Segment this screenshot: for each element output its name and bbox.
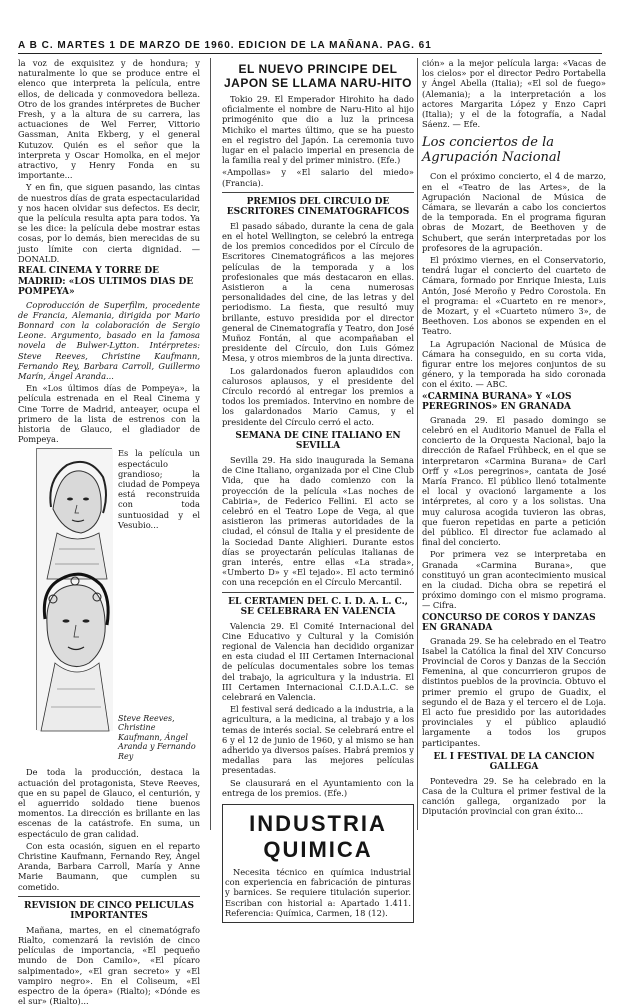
article-heading: EL CERTAMEN DEL C. I. D. A. L. C., SE CELEBRARA EN VALENCIA [228,596,408,618]
paragraph: Se clausurará en el Ayuntamiento con la entrega de los premios. (Efe.) [222,777,414,798]
article-headline: Los conciertos de la Agrupación Nacional [422,135,561,166]
article-heading: SEMANA DE CINE ITALIANO EN SEVILLA [235,430,401,452]
ad-text: Necesita técnico en química industrial con experiencia en fabricación de pinturas y barnices. Se requiere titulación superior. Escriban con historial a: Apartado 1.411. Referencia: Química, Carmen, 18 (12). [225,866,411,918]
paragraph: Coproducción de Superfilm, procedente de Francia, Alemania, dirigida por Mario Bonnard con la colaboración de Sergio Leone. Argumento, basado en la famosa novela de Bulwer-Lytton. Intérpretes: Steve Reeves, Christine Kaufmann, Fernando Rey, Barbara Carroll, Guillermo Marín, Ángel Aranda... [18,299,200,381]
paragraph: Valencia 29. El Comité Internacional del Cine Educativo y Cultural y la Comisión regional de Valencia han decidido organizar en esta ciudad el III Certamen Internacional de películas documentales sobre los temas del trabajo, la agricultura y la industria. El III Certamen Internacional C.I.D.A.L.C. se celebrará en Valencia. [222,620,414,702]
paragraph: ción» a la mejor película larga: «Vacas de los cielos» por el director Pedro Portabella y Ángel Abella (Italia); «El sol de fuego» (Alemania); a la interpretación a los actores Margarita López y Enzo Capri (Italia); y el de la fotografía, a Nadal Sáenz. — Efe. [422,58,606,130]
paragraph: La Agrupación Nacional de Música de Cámara ha conseguido, en su corta vida, figurar entre los mejores conjuntos de su género, y la temporada ha sido coronada con el éxito. — ABC. [422,338,606,390]
illustration-block [18,448,200,763]
paragraph: De toda la producción, destaca la actuación del protagonista, Steve Reeves, que en su papel de Glauco, el centurión, y el aguerrido soldado tiene buenos momentos. La dirección es brillante en las escenas de la catástrofe. En suma, un espectáculo de gran calidad. [18,767,200,839]
article-heading: EL I FESTIVAL DE LA CANCION GALLEGA [433,751,595,773]
masthead: A B C. MARTES 1 DE MARZO DE 1960. EDICION DE LA MAÑANA. PAG. 61 [18,40,602,54]
article-heading: REAL CINEMA Y TORRE DE MADRID: «LOS ULTIMOS DIAS DE POMPEYA» [18,266,194,298]
paragraph: Granada 29. El pasado domingo se celebró en el Auditorio Manuel de Falla el concierto de la Orquesta Nacional, bajo la dirección de Rafael Frühbeck, en el que se interpretaron «Carmina Burana» de Carl Orff y «Los peregrinos», cantata de José María Franco. El público llenó totalmente el local y ovacionó largamente a los intérpretes, al coro y a los solistas. Una muy calurosa acogida tuvieron las obras, que fueron repetidas en parte a petición del público. El director fue aclamado al final del concierto. [422,414,606,548]
paragraph: Tokio 29. El Emperador Hirohito ha dado oficialmente el nombre de Naru-Hito al hijo primogénito que dio a luz la princesa Michiko el martes último, que se ha puesto en el registro del Japón. La ceremonia tuvo lugar en el palacio imperial en presencia de la familia real y del primer ministro. (Efe.) [222,94,414,166]
column-2 [222,58,414,918]
ad-title: INDUSTRIA QUIMICA [249,810,387,862]
column-1 [18,58,200,1006]
paragraph: la voz de exquisitez y de hondura; y naturalmente lo que se produce entre el elenco que interpreta la película, entre ellos, de delicada y conmovedora belleza. Otro de los grandes intérpretes de Bucher Fresh, y a la altura de su carrera, las actuaciones de Wel Ferrer, Vittorio Gassman, Anita Ekberg, y el general Kutuzov. Quién es el señor que la interpreta y Oscar Homolka, en el mejor atractivo, y Henry Fonda en su importante... [18,58,200,181]
photo-caption: Steve Reeves, Christine Kaufmann, Ángel Aranda y Fernando Rey [118,713,196,761]
paragraph: El pasado sábado, durante la cena de gala en el hotel Wellington, se celebró la entrega de los premios concedidos por el Círculo de Escritores Cinematográficos a las mejores películas de la temporada y a los profesionales que más destacaron en ellas. Asistieron a la cena numerosas personalidades del cine, de las letras y del periodismo. La fiesta, que resultó muy brillante, estuvo presidida por el director general de Cinematografía y Teatro, don José Muñoz Fontán, al que acompañaban el presidente del Círculo, don Luis Gómez Mesa, y otros miembros de la junta directiva. [222,220,414,364]
article-heading: «CARMINA BURANA» Y «LOS PEREGRINOS» EN GRANADA [422,391,572,413]
paragraph: El festival será dedicado a la industria, a la agricultura, a la medicina, al trabajo y a los temas de interés social. Se celebrará entre el 6 y el 12 de junio de 1960, y al mismo se han adherido ya diversos países. Habrá premios y medallas para las mejores películas presentadas. [222,704,414,776]
separator [222,192,414,193]
paragraph: Es la película un espectáculo grandioso; la ciudad de Pompeya está reconstruida con toda suntuosidad y el Vesubio... [118,448,200,530]
paragraph: «Ampollas» y «El salario del miedo» (Francia). [222,167,414,188]
article-headline: EL NUEVO PRINCIPE DEL JAPON SE LLAMA NARU-HITO [223,62,412,90]
paragraph: El próximo viernes, en el Conservatorio, tendrá lugar el concierto del cuarteto de Cámara, formado por Enrique Iniesta, Luis Antón, José Meroño y Pedro Corostola. En el programa: el «Cuarteto en re menor», de Mozart, y el «Cuarteto número 3», de Beethoven. Los abonos se expenden en el Teatro. [422,255,606,337]
separator [222,592,414,593]
paragraph: Con el próximo concierto, el 4 de marzo, en el «Teatro de las Artes», de la Agrupación Nacional de Música de Cámara, se llevarán a cabo los conciertos de la temporada. En el programa figuran obras de Mozart, de Beethoven y de Schubert, que serán interpretadas por los profesores de la agrupación. [422,171,606,253]
article-heading: PREMIOS DEL CIRCULO DE ESCRITORES CINEMATOGRAFICOS [226,196,410,218]
column-rule [417,58,418,830]
separator [18,896,200,897]
paragraph: Los galardonados fueron aplaudidos con calurosos aplausos, y el presidente del Círculo recordó al entregar los premios a todos los premiados. Intervino en nombre de los galardonados Mario Camus, y el presidente del Círculo cerró el acto. [222,365,414,427]
paragraph: Mañana, martes, en el cinematógrafo Rialto, comenzará la revisión de cinco películas de importancia, «El pequeño mundo de Don Camilo», «El pícaro salpimentado», «El gran secreto» y «El vampiro negro». En el Coliseum, «El espectro de la ópera» (Rialto); «Dónde es el sur» (Rialto)... [18,924,200,1006]
paragraph: Por primera vez se interpretaba en Granada «Carmina Burana», que constituyó un gran acontecimiento musical en la ciudad. Dicha obra se repetirá el próximo domingo con el mismo programa. — Cifra. [422,549,606,611]
paragraph: Sevilla 29. Ha sido inaugurada la Semana de Cine Italiano, organizada por el Cine Club Vida, que ha dado comienzo con la proyección de la película «Las noches de Cabiria», de Federico Fellini. El acto se celebró en el Teatro Lope de Vega, al que asistieron las primeras autoridades de la ciudad, el cónsul de Italia y el presidente de la Sociedad Dante Alighieri. Durante estos días se proyectarán películas italianas de gran interés, entre ellas «La strada», «Umberto D» y «El tejado». El acto terminó con una recepción en el Círculo Mercantil. [222,454,414,588]
column-3 [422,58,606,830]
paragraph: Con esta ocasión, siguen en el reparto Christine Kaufmann, Fernando Rey, Ángel Aranda, Barbara Carroll, María y Anne Marie Baumann, que cumplen su cometido. [18,840,200,892]
paragraph: En «Los últimos días de Pompeya», la película estrenada en el Real Cinema y Cine Torre de Madrid, anteayer, ocupa el primero de la lista de estrenos con la historia de Glauco, el gladiador de Pompeya. [18,383,200,445]
article-heading: REVISION DE CINCO PELICULAS IMPORTANTES [24,900,194,922]
paragraph: Y en fin, que siguen pasando, las cintas de nuestros días de grata espectacularidad y nos hacen olvidar sus defectos. Es decir, que la película resulta apta para todos. Ya se les dice: la película debe mostrar estas cosas, por lo demás, bien merecidas de su justo límite con cierta dignidad. — DONALD. [18,182,200,264]
article-heading: CONCURSO DE COROS Y DANZAS EN GRANADA [422,612,596,634]
column-rule [210,58,211,830]
film-still-illustration [36,448,112,730]
paragraph: Pontevedra 29. Se ha celebrado en la Casa de la Cultura el primer festival de la canción gallega, organizado por la Diputación provincial con gran éxito... [422,775,606,817]
classified-ad [222,804,414,923]
paragraph: Granada 29. Se ha celebrado en el Teatro Isabel la Católica la final del XIV Concurso Provincial de Coros y Danzas de la Sección Femenina, al que concurrieron grupos de distintos pueblos de la provincia. Obtuvo el primer premio el grupo de Guadix, el segundo el de Baza y el tercero el de Loja. El acto fue presidido por las autoridades provinciales y el público aplaudió largamente a todos los grupos participantes. [422,635,606,748]
